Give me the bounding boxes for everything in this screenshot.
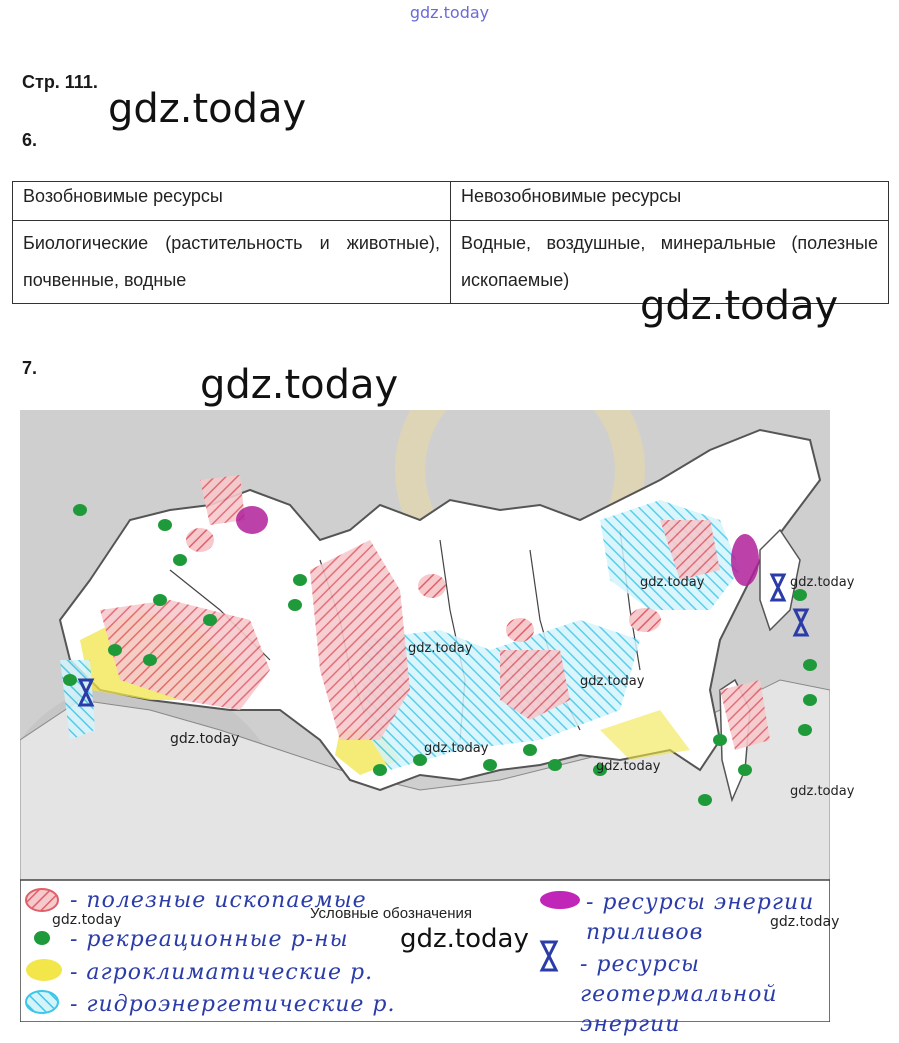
watermark: gdz.today <box>640 283 839 329</box>
watermark: gdz.today <box>580 674 645 689</box>
watermark: gdz.today <box>400 924 529 954</box>
legend-item-agro: - агроклиматические р. <box>70 960 374 985</box>
watermark: gdz.today <box>596 759 661 774</box>
task-6-number: 6. <box>22 130 38 150</box>
legend-item-recreation: - рекреационные р-ны <box>70 927 349 952</box>
header-nonrenewable: Невозобновимые ресурсы <box>451 182 889 221</box>
legend-item-hydro: - гидроэнергетические р. <box>70 992 396 1017</box>
legend-item-tidal: - ресурсы энергии приливов <box>586 890 815 945</box>
watermark: gdz.today <box>108 86 307 132</box>
watermark: gdz.today <box>790 784 855 799</box>
header-renewable: Возобновимые ресурсы <box>13 182 451 221</box>
watermark: gdz.today <box>170 731 240 747</box>
cell-nonrenewable: Водные, воздушные, минеральные (полезные ископаемые) <box>451 221 889 304</box>
watermark: gdz.today <box>790 575 855 590</box>
watermark: gdz.today <box>200 362 399 408</box>
legend-item-minerals: - полезные ископаемые <box>70 888 367 913</box>
table-header-row <box>13 182 889 221</box>
watermark: gdz.today <box>770 914 840 930</box>
watermark: gdz.today <box>640 575 705 590</box>
page-reference: Стр. 111. <box>22 72 98 92</box>
tidal-zone <box>236 506 268 534</box>
watermark: gdz.today <box>424 741 489 756</box>
watermark: gdz.today <box>408 641 473 656</box>
watermark: gdz.today <box>52 912 122 928</box>
watermark-top: gdz.today <box>409 3 490 22</box>
task-7-number: 7. <box>22 358 38 378</box>
legend-item-geothermal: - ресурсы геотермальной энергии <box>580 952 778 1037</box>
cell-renewable: Биологические (растительность и животные), почвенные, водные <box>13 221 451 304</box>
legend-title: Условные обозначения <box>310 905 473 922</box>
